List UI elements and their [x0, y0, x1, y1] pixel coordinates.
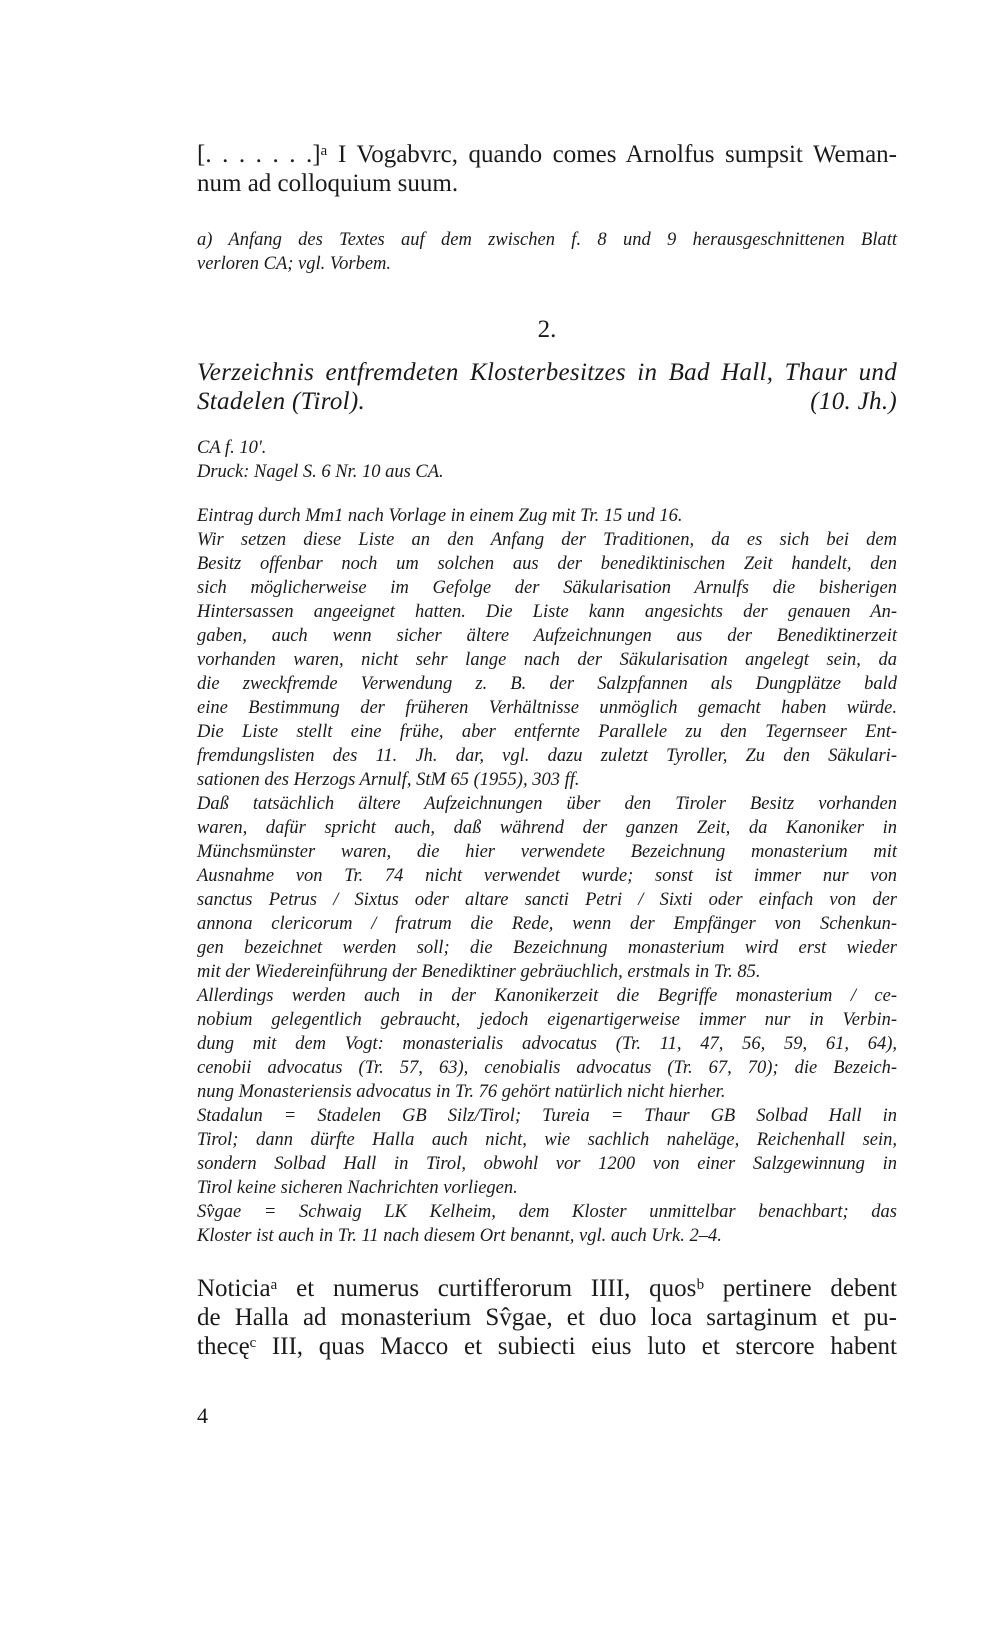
commentary-line: gen bezeichnet werden soll; die Bezeichnung monasterium wird erst wieder: [197, 938, 897, 958]
main-text-line: thecęᶜ III, quas Macco et subiecti eius luto et stercore habent: [197, 1333, 897, 1360]
top-entry-line-1: [. . . . . . .]ᵃ I Vogabvrc, quando comes Arnolfus sumpsit Weman-: [197, 141, 897, 168]
commentary-line: sich möglicherweise im Gefolge der Säkularisation Arnulfs die bisherigen: [197, 578, 897, 598]
commentary-line: annona clericorum / fratrum die Rede, wenn der Empfänger von Schenkun-: [197, 914, 897, 934]
commentary-line: Münchsmünster waren, die hier verwendete Bezeichnung monasterium mit: [197, 842, 897, 862]
section-date: (10. Jh.): [810, 388, 897, 415]
commentary-line: Sv̂gae = Schwaig LK Kelheim, dem Kloster unmittelbar benachbart; das: [197, 1202, 897, 1222]
section-title-line-2: Stadelen (Tirol).: [197, 388, 366, 415]
main-text: [197, 1274, 897, 1361]
commentary-line: Tirol keine sicheren Nachrichten vorliegen.: [197, 1178, 518, 1198]
commentary-line: mit der Wiedereinführung der Benediktiner gebräuchlich, erstmals in Tr. 85.: [197, 962, 761, 982]
source-print: Druck: Nagel S. 6 Nr. 10 aus CA.: [197, 462, 444, 482]
section-number: 2.: [537, 316, 557, 343]
commentary-line: gaben, auch wenn sicher ältere Aufzeichnungen aus der Benediktinerzeit: [197, 626, 897, 646]
commentary-line: sondern Solbad Hall in Tirol, obwohl vor 1200 von einer Salzgewinnung in: [197, 1154, 897, 1174]
footnote-a-line-2: verloren CA; vgl. Vorbem.: [197, 254, 392, 274]
commentary-line: Besitz offenbar noch um solchen aus der benediktinischen Zeit handelt, den: [197, 554, 897, 574]
source-info: [197, 436, 897, 484]
commentary-line: Tirol; dann dürfte Halla auch nicht, wie sachlich naheläge, Reichenhall sein,: [197, 1130, 897, 1150]
commentary-line: Ausnahme von Tr. 74 nicht verwendet wurde; sonst ist immer nur von: [197, 866, 897, 886]
commentary-line: fremdungslisten des 11. Jh. dar, vgl. dazu zuletzt Tyroller, Zu den Säkulari-: [197, 746, 897, 766]
commentary-line: sationen des Herzogs Arnulf, StM 65 (1955), 303 ff.: [197, 770, 580, 790]
commentary-line: eine Bestimmung der früheren Verhältnisse unmöglich gemacht haben würde.: [197, 698, 897, 718]
top-entry-line-2: num ad colloquium suum.: [197, 170, 459, 197]
top-entry: [197, 140, 897, 198]
commentary-line: nobium gelegentlich gebraucht, jedoch eigenartigerweise immer nur in Verbin-: [197, 1010, 897, 1030]
commentary-line: Wir setzen diese Liste an den Anfang der Traditionen, da es sich bei dem: [197, 530, 897, 550]
commentary-line: dung mit dem Vogt: monasterialis advocatus (Tr. 11, 47, 56, 59, 61, 64),: [197, 1034, 897, 1054]
commentary-line: sanctus Petrus / Sixtus oder altare sancti Petri / Sixti oder einfach von der: [197, 890, 897, 910]
commentary-line: waren, dafür spricht auch, daß während der ganzen Zeit, da Kanoniker in: [197, 818, 897, 838]
page-body: [197, 140, 897, 1361]
main-text-line: Noticiaᵃ et numerus curtifferorum IIII, quosᵇ pertinere debent: [197, 1275, 897, 1302]
source-manuscript: CA f. 10'.: [197, 438, 267, 458]
commentary: [197, 504, 897, 1248]
main-text-line: de Halla ad monasterium Sv̂gae, et duo loca sartaginum et pu-: [197, 1304, 897, 1331]
commentary-line: vorhanden waren, nicht sehr lange nach der Säkularisation angelegt sein, da: [197, 650, 897, 670]
commentary-line: cenobii advocatus (Tr. 57, 63), cenobialis advocatus (Tr. 67, 70); die Bezeich-: [197, 1058, 897, 1078]
section-title-row-2: [197, 387, 897, 416]
section-title: [197, 358, 897, 416]
footnote-a: [197, 228, 897, 276]
section-title-line-1: Verzeichnis entfremdeten Klosterbesitzes in Bad Hall, Thaur und: [197, 359, 897, 386]
commentary-line: Eintrag durch Mm1 nach Vorlage in einem Zug mit Tr. 15 und 16.: [197, 506, 683, 526]
footnote-a-line-1: a) Anfang des Textes auf dem zwischen f. 8 und 9 herausgeschnittenen Blatt: [197, 230, 897, 250]
commentary-line: die zweckfremde Verwendung z. B. der Salzpfannen als Dungplätze bald: [197, 674, 897, 694]
page-number: 4: [197, 1403, 208, 1428]
commentary-line: nung Monasteriensis advocatus in Tr. 76 gehört natürlich nicht hierher.: [197, 1082, 726, 1102]
commentary-line: Allerdings werden auch in der Kanonikerzeit die Begriffe monasterium / ce-: [197, 986, 897, 1006]
commentary-line: Stadalun = Stadelen GB Silz/Tirol; Tureia = Thaur GB Solbad Hall in: [197, 1106, 897, 1126]
commentary-line: Die Liste stellt eine frühe, aber entfernte Parallele zu den Tegernseer Ent-: [197, 722, 897, 742]
commentary-line: Hintersassen angeeignet hatten. Die Liste kann angesichts der genauen An-: [197, 602, 897, 622]
commentary-line: Kloster ist auch in Tr. 11 nach diesem Ort benannt, vgl. auch Urk. 2–4.: [197, 1226, 722, 1246]
commentary-line: Daß tatsächlich ältere Aufzeichnungen über den Tiroler Besitz vorhanden: [197, 794, 897, 814]
